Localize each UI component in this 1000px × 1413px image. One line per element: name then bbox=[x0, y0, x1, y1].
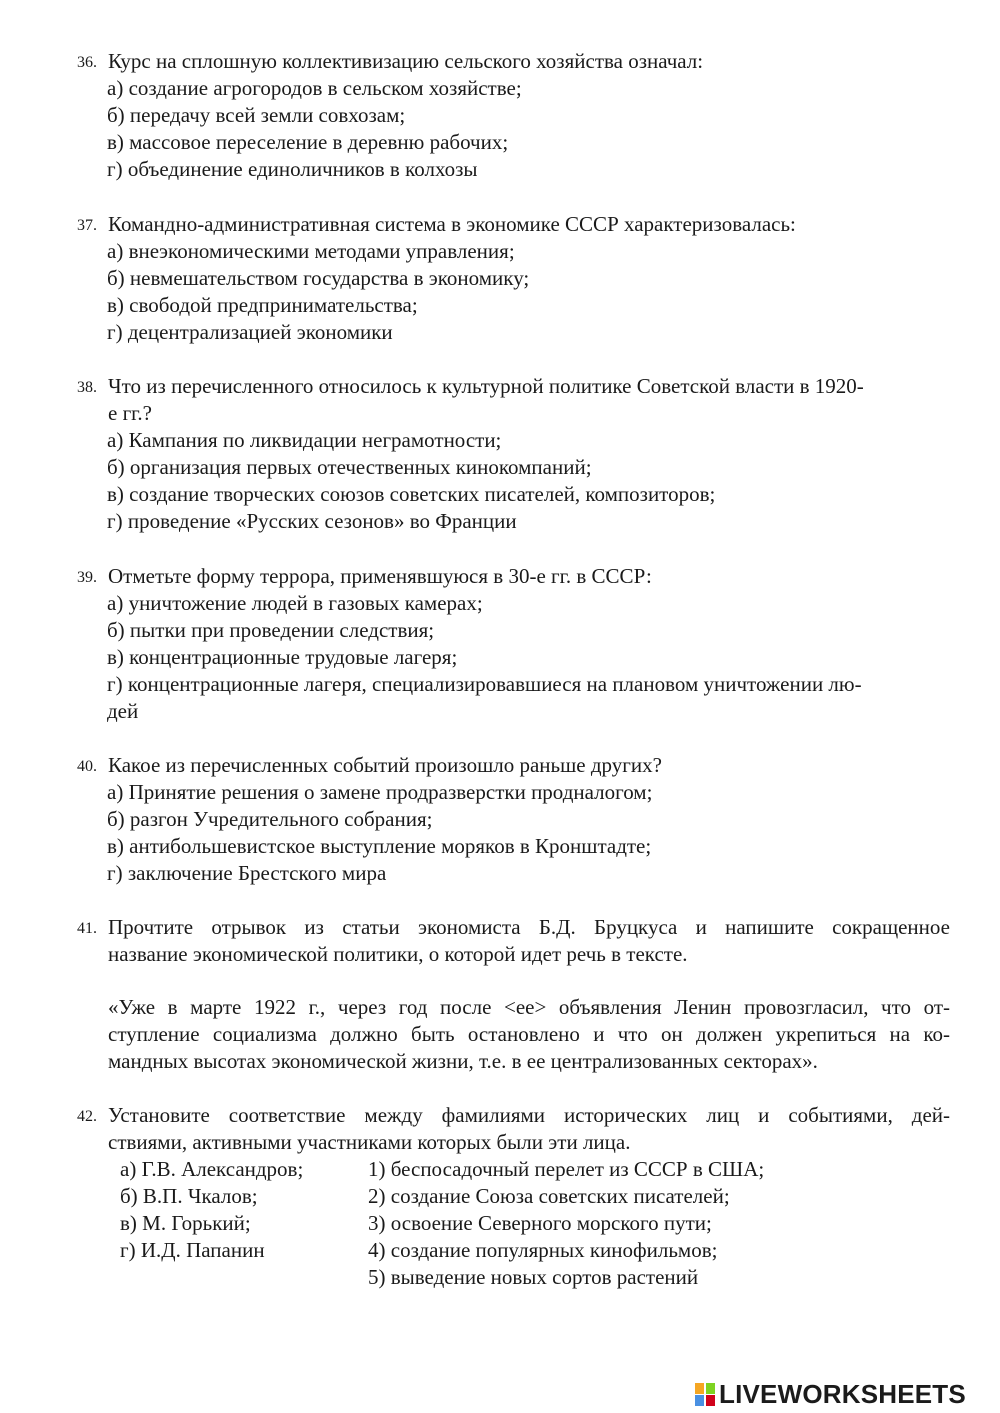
event-4: 4) создание популярных кинофильмов; bbox=[368, 1238, 718, 1262]
question-38 bbox=[0, 373, 1000, 535]
option-v: в) антибольшевистское выступление моряков в Кронштадте; bbox=[107, 834, 652, 858]
question-42 bbox=[0, 1102, 1000, 1156]
question-text-line-2: ствиями, активными участниками которых были эти лица. bbox=[108, 1130, 631, 1154]
option-a: а) создание агрогородов в сельском хозяйстве; bbox=[107, 76, 522, 100]
question-41-title bbox=[0, 914, 1000, 941]
question-text: Какое из перечисленных событий произошло раньше других? bbox=[108, 753, 662, 777]
question-text-line-1: Прочтите отрывок из статьи экономиста Б.Д. Бруцкуса и напишите сокращенное bbox=[108, 915, 950, 939]
question-text: Командно-административная система в экономике СССР характеризовалась: bbox=[108, 212, 796, 236]
question-number: 41. bbox=[77, 920, 97, 937]
option-v: в) свободой предпринимательства; bbox=[107, 293, 418, 317]
option-b: б) организация первых отечественных кинокомпаний; bbox=[107, 455, 592, 479]
question-40 bbox=[0, 752, 1000, 887]
person-b: б) В.П. Чкалов; bbox=[120, 1184, 258, 1208]
option-v: в) создание творческих союзов советских писателей, композиторов; bbox=[107, 482, 716, 506]
question-39-title bbox=[0, 563, 1000, 590]
question-38-title-cont bbox=[0, 400, 1000, 427]
person-a: а) Г.В. Александров; bbox=[120, 1157, 304, 1181]
question-36-title bbox=[0, 48, 1000, 75]
question-number: 37. bbox=[77, 217, 97, 234]
option-a: а) Кампания по ликвидации неграмотности; bbox=[107, 428, 502, 452]
quote-line-1: «Уже в марте 1922 г., через год после <ее> объявления Ленин провозгласил, что от- bbox=[108, 995, 950, 1019]
question-36 bbox=[0, 48, 1000, 183]
option-v: в) массовое переселение в деревню рабочих; bbox=[107, 130, 509, 154]
question-number: 42. bbox=[77, 1108, 97, 1125]
question-number: 38. bbox=[77, 379, 97, 396]
option-g-line-1: г) концентрационные лагеря, специализировавшиеся на плановом уничтожении лю- bbox=[107, 672, 862, 696]
option-b: б) пытки при проведении следствия; bbox=[107, 618, 435, 642]
option-v: в) концентрационные трудовые лагеря; bbox=[107, 645, 458, 669]
question-39 bbox=[0, 563, 1000, 725]
brand-text: LIVEWORKSHEETS bbox=[719, 1378, 966, 1409]
person-g: г) И.Д. Папанин bbox=[120, 1238, 265, 1262]
event-5: 5) выведение новых сортов растений bbox=[368, 1265, 699, 1289]
question-text: Курс на сплошную коллективизацию сельского хозяйства означал: bbox=[108, 49, 704, 73]
option-a: а) уничтожение людей в газовых камерах; bbox=[107, 591, 483, 615]
person-v: в) М. Горький; bbox=[120, 1211, 251, 1235]
question-text-line-1: Что из перечисленного относилось к культурной политике Советской власти в 1920- bbox=[108, 374, 864, 398]
event-3: 3) освоение Северного морского пути; bbox=[368, 1211, 712, 1235]
question-40-title bbox=[0, 752, 1000, 779]
question-number: 40. bbox=[77, 758, 97, 775]
events-column bbox=[368, 1156, 764, 1291]
persons-column bbox=[120, 1156, 303, 1264]
option-g: г) объединение единоличников в колхозы bbox=[107, 157, 478, 181]
question-38-title bbox=[0, 373, 1000, 400]
question-text-line-2: название экономической политики, о которой идет речь в тексте. bbox=[108, 942, 688, 966]
question-42-title-cont bbox=[0, 1129, 1000, 1156]
option-b: б) передачу всей земли совхозам; bbox=[107, 103, 406, 127]
quote-line-3: мандных высотах экономической жизни, т.е. в ее централизованных секторах». bbox=[108, 1049, 818, 1073]
question-text: Отметьте форму террора, применявшуюся в 30-е гг. в СССР: bbox=[108, 564, 652, 588]
question-number: 39. bbox=[77, 569, 97, 586]
question-41-title-cont bbox=[0, 941, 1000, 968]
liveworksheets-brand bbox=[695, 1379, 995, 1409]
option-g-line-2: дей bbox=[107, 699, 139, 723]
option-g: г) заключение Брестского мира bbox=[107, 861, 387, 885]
event-2: 2) создание Союза советских писателей; bbox=[368, 1184, 730, 1208]
question-41 bbox=[0, 914, 1000, 968]
question-text-line-2: е гг.? bbox=[108, 401, 152, 425]
option-a: а) внеэкономическими методами управления; bbox=[107, 239, 515, 263]
event-1: 1) беспосадочный перелет из СССР в США; bbox=[368, 1157, 765, 1181]
question-text-line-1: Установите соответствие между фамилиями исторических лиц и событиями, дей- bbox=[108, 1103, 950, 1127]
quote-line-2: ступление социализма должно быть остановлено и что он должен укрепиться на ко- bbox=[108, 1022, 950, 1046]
liveworksheets-logo-icon bbox=[695, 1381, 717, 1407]
question-number: 36. bbox=[77, 54, 97, 71]
question-42-title bbox=[0, 1102, 1000, 1129]
option-b: б) разгон Учредительного собрания; bbox=[107, 807, 433, 831]
option-g: г) проведение «Русских сезонов» во Франции bbox=[107, 509, 517, 533]
option-a: а) Принятие решения о замене продразверстки продналогом; bbox=[107, 780, 653, 804]
option-g: г) децентрализацией экономики bbox=[107, 320, 393, 344]
question-37 bbox=[0, 211, 1000, 346]
option-b: б) невмешательством государства в экономику; bbox=[107, 266, 530, 290]
question-37-title bbox=[0, 211, 1000, 238]
quote-block bbox=[108, 994, 950, 1075]
